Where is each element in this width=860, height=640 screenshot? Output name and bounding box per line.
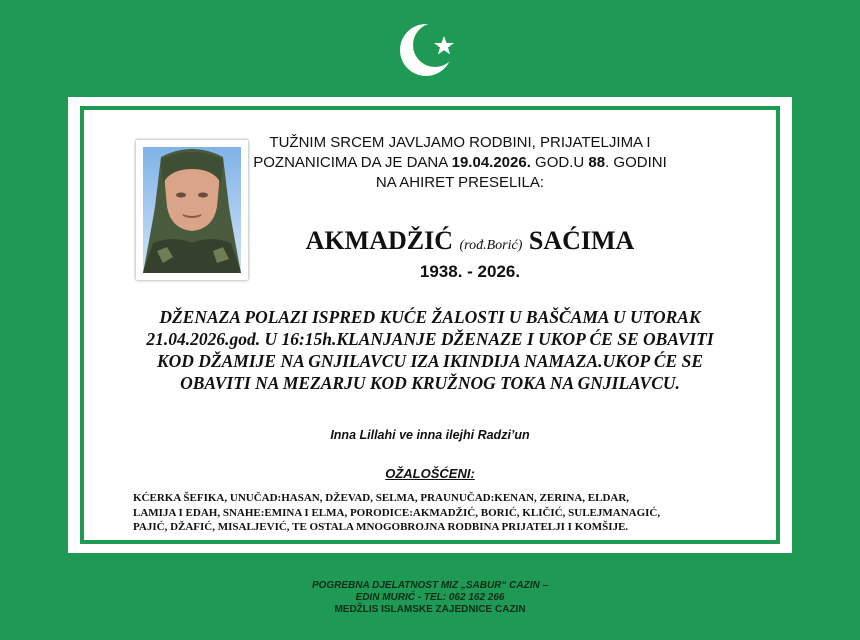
funeral-service-footer [230,580,630,616]
maiden-name: (rođ.Borić) [459,238,523,253]
life-years: 1938. - 2026. [419,262,521,281]
age: 88 [588,154,606,171]
crescent-and-star-icon [396,14,464,82]
first-name: SAĆIMA [528,226,635,255]
footer-line: POGREBNA DJELATNOST MIZ „SABUR“ CAZIN – [311,580,549,591]
funeral-details [110,306,750,394]
funeral-line: OBAVITI NA MEZARJU KOD KRUŽNOG TOKA NA GNJILAVCU. [180,373,680,393]
funeral-line: KOD DŽAMIJE NA GNJILAVCU IZA IKINDIJA NAMAZA.UKOP ĆE SE [156,351,704,371]
footer-line: EDIN MURIĆ - TEL: 062 162 266 [355,592,505,603]
surname: AKMADŽIĆ [305,226,454,255]
death-date: 19.04.2026. [451,154,531,171]
announcement-line: NA AHIRET PRESELILA: [375,174,545,191]
funeral-line: DŽENAZA POLAZI ISPRED KUĆE ŽALOSTI U BAŠČAMA U UTORAK [159,307,701,327]
mourners-line: PAJIĆ, DŽAFIĆ, MISALJEVIĆ, TE OSTALA MNOGOBROJNA RODBINA PRIJATELJI I KOMŠIJE. [133,521,629,533]
prayer-text: Inna Lillahi ve inna ilejhi Radzi’un [330,428,530,442]
portrait-photo [136,140,248,280]
announcement-line: TUŽNIM SRCEM JAVLJAMO RODBINI, PRIJATELJIMA I [269,134,651,151]
mourners-heading: OŽALOŠĆENI: [385,466,475,481]
deceased-name [250,226,690,256]
mourners-line: LAMIJA I EDAH, SNAHE:EMINA I ELMA, PORODICE:AKMADŽIĆ, BORIĆ, KLIČIĆ, SULEJMANAGIĆ, [133,506,661,519]
footer-line: MEDŽLIS ISLAMSKE ZAJEDNICE CAZIN [334,604,526,615]
announcement-line: POZNANICIMA DA JE DANA 19.04.2026. GOD.U 88. GODINI [253,154,667,171]
mourners-list [133,491,743,535]
funeral-line: 21.04.2026.god. U 16:15h.KLANJANJE DŽENAZE I UKOP ĆE SE OBAVITI [146,329,714,349]
announcement-text [240,133,680,193]
mourners-line: KĆERKA ŠEFIKA, UNUČAD:HASAN, DŽEVAD, SELMA, PRAUNUČAD:KENAN, ZERINA, ELDAR, [133,492,630,504]
